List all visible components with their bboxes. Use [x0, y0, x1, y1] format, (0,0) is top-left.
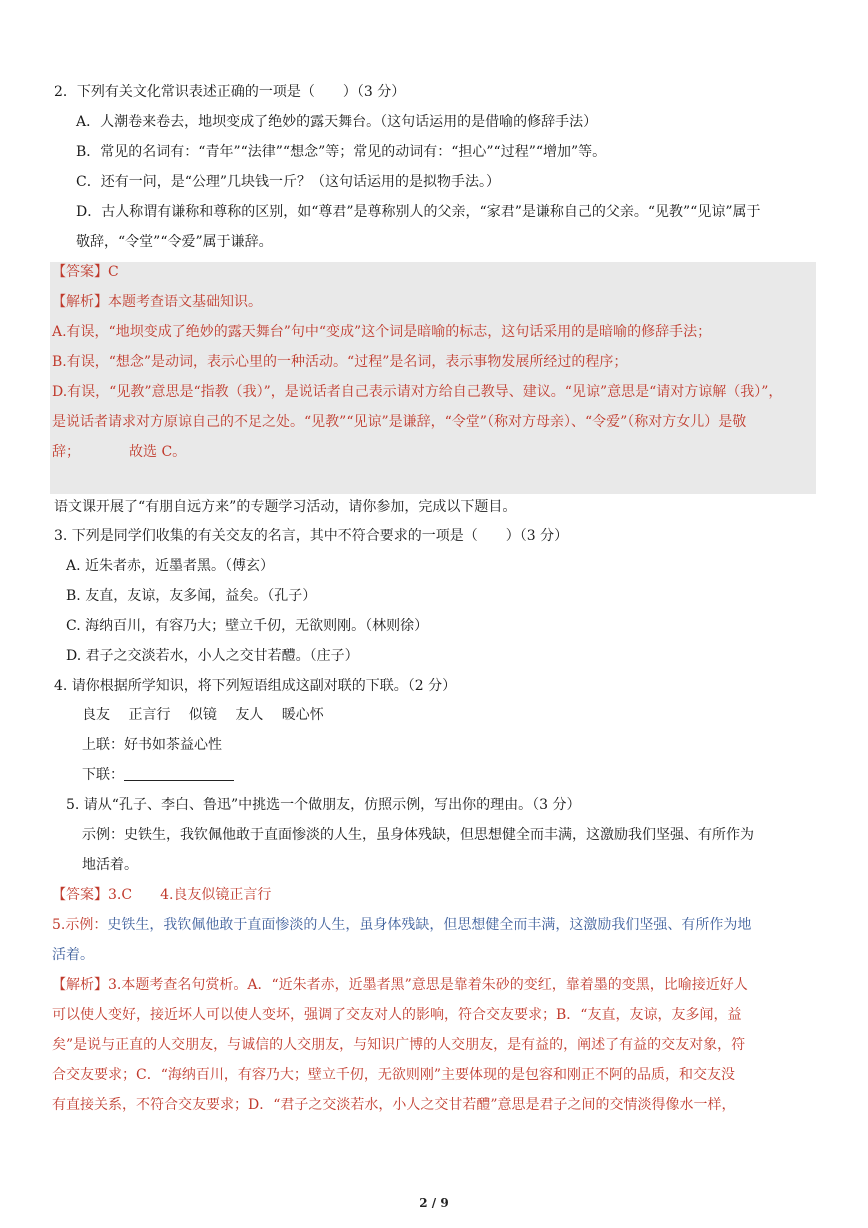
q5-example-line2: 地活着。 [82, 857, 138, 873]
q4-answer-blank [124, 766, 234, 781]
q4-stem: 4. 请你根据所学知识，将下列短语组成这副对联的下联。（2 分） [54, 678, 457, 694]
q3-option-b: B. 友直，友谅，友多闻，益矣。（孔子） [66, 588, 317, 604]
q2-option-d-line2: 敬辞，“令堂”“令爱”属于谦辞。 [76, 234, 273, 250]
section-intro: 语文课开展了“有朋自远方来”的专题学习活动，请你参加，完成以下题目。 [54, 499, 517, 515]
q3-option-c: C. 海纳百川，有容乃大；壁立千仞，无欲则刚。（林则徐） [66, 618, 429, 634]
explain-3-line3: 矣”是说与正直的人交朋友，与诚信的人交朋友，与知识广博的人交朋友，是有益的，阐述了有益的交友对象，符 [52, 1037, 746, 1053]
q2-explain-d-line1: D.有误，“见教”意思是“指教（我）”，是说话者自己表示请对方给自己教导、建议。“见谅”意思是“请对方谅解（我）”， [52, 384, 783, 400]
q2-explain-b: B.有误，“想念”是动词，表示心里的一种活动。“过程”是名词，表示事物发展所经过的程序； [52, 354, 628, 370]
q2-option-c: C．还有一问，是“公理”几块钱一斤？（这句话运用的是拟物手法。） [76, 174, 501, 190]
q4-lower-label: 下联： [82, 767, 124, 783]
page-number: 2 / 9 [419, 1196, 449, 1210]
q2-answer: 【答案】C [52, 264, 119, 280]
q2-explain-a: A.有误，“地坝变成了绝妙的露天舞台”句中“变成”这个词是暗喻的标志，这句话采用的是暗喻的修辞手法； [52, 324, 712, 340]
q2-option-a: A．人潮卷来卷去，地坝变成了绝妙的露天舞台。（这句话运用的是借喻的修辞手法） [76, 114, 598, 130]
q2-analysis-title: 【解析】本题考查语文基础知识。 [52, 294, 262, 310]
q4-upper-couplet: 上联：好书如茶益心性 [82, 737, 222, 753]
q2-option-b: B．常见的名词有：“青年”“法律”“想念”等；常见的动词有：“担心”“过程”“增加”等。 [76, 144, 607, 160]
answer-5-line2: 活着。 [52, 947, 94, 963]
q2-option-d-line1: D．古人称谓有谦称和尊称的区别，如“尊君”是尊称别人的父亲，“家君”是谦称自己的父亲。“见教”“见谅”属于 [76, 204, 761, 220]
q2-stem: 2．下列有关文化常识表述正确的一项是（ ）（3 分） [54, 84, 406, 100]
q4-lower-couplet [82, 765, 234, 785]
q2-explain-d-line3: 辞； 故选 C。 [52, 444, 187, 460]
answers-3-4: 【答案】3.C 4.良友似镜正言行 [52, 887, 272, 903]
q3-stem: 3. 下列是同学们收集的有关交友的名言，其中不符合要求的一项是（ ）（3 分） [54, 528, 569, 544]
answer-5-prefix: 5.示例： [52, 917, 108, 933]
q2-explain-d-line2: 是说话者请求对方原谅自己的不足之处。“见教”“见谅”是谦辞，“令堂”（称对方母亲）、“令爱”（称对方女儿）是敬 [52, 414, 747, 430]
answer-5-text: 史铁生，我钦佩他敢于直面惨淡的人生，虽身体残缺，但思想健全而丰满，这激励我们坚强、有所作为地 [107, 917, 752, 933]
q3-option-a: A. 近朱者赤，近墨者黑。（傅玄） [66, 558, 275, 574]
q5-example-line1: 示例：史铁生，我钦佩他敢于直面惨淡的人生，虽身体残缺，但思想健全而丰满，这激励我们坚强、有所作为 [82, 827, 754, 843]
explain-3-line4: 合交友要求；C．“海纳百川，有容乃大；壁立千仞，无欲则刚”主要体现的是包容和刚正不阿的品质，和交友没 [52, 1067, 736, 1083]
explain-3-line5: 有直接关系，不符合交友要求；D．“君子之交淡若水，小人之交甘若醴”意思是君子之间的交情淡得像水一样， [52, 1097, 736, 1113]
explain-3-line2: 可以使人变好，接近坏人可以使人变坏，强调了交友对人的影响，符合交友要求；B．“友直，友谅，友多闻，益 [52, 1007, 742, 1023]
q4-word-bank: 良友 正言行 似镜 友人 暖心怀 [82, 707, 324, 723]
answer-5-line1 [52, 915, 751, 935]
q5-stem: 5. 请从“孔子、李白、鲁迅”中挑选一个做朋友，仿照示例，写出你的理由。（3 分） [66, 797, 581, 813]
q3-option-d: D. 君子之交淡若水，小人之交甘若醴。（庄子） [66, 648, 359, 664]
explain-3-line1: 【解析】3.本题考查名句赏析。A．“近朱者赤，近墨者黑”意思是靠着朱砂的变红，靠着墨的变黑，比喻接近好人 [52, 977, 748, 993]
